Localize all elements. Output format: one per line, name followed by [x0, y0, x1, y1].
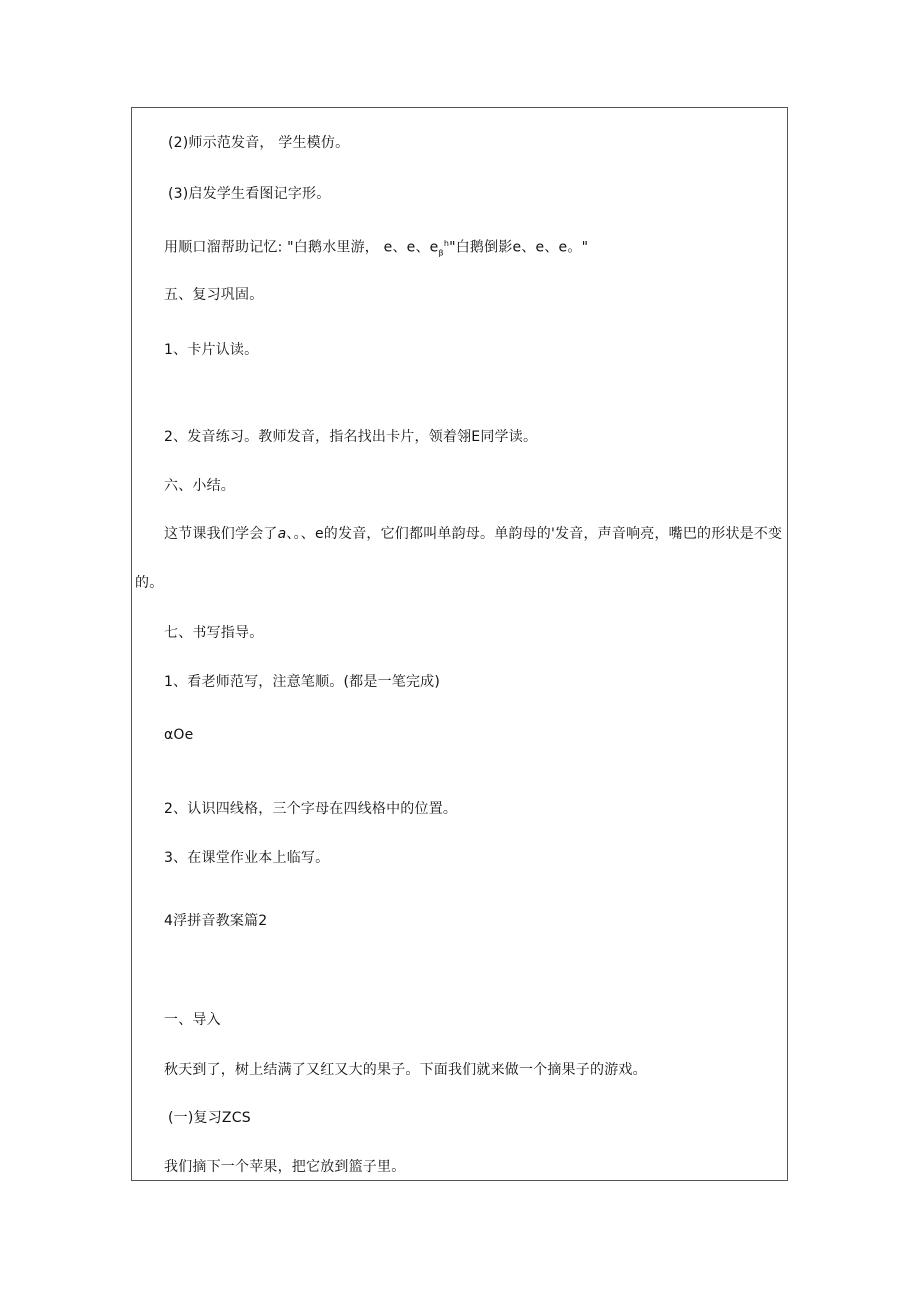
section-heading: 六、小结。: [164, 478, 235, 494]
text-line: 秋天到了，树上结满了又红又大的果子。下面我们就来做一个摘果子的游戏。: [164, 1062, 647, 1078]
section-heading: 七、书写指导。: [164, 625, 264, 641]
text-segment: a: [277, 526, 287, 542]
text-segment: 、。、e的发音，它们都叫单韵母。单韵母的'发音，声音响亮，嘴巴的形状是不变: [286, 526, 783, 542]
text-line: 1、看老师范写，注意笔顺。(都是一笔完成): [164, 674, 441, 690]
subscript-mark: β: [438, 248, 444, 258]
text-line: 我们摘下一个苹果，把它放到篮子里。: [164, 1159, 406, 1175]
text-line: (2)师示范发音， 学生模仿。: [168, 135, 350, 151]
text-line: [164, 235, 588, 262]
section-heading: 五、复习巩固。: [164, 287, 264, 303]
superscript-mark: h: [443, 239, 450, 248]
document-title: 4浮拼音教案篇2: [164, 913, 268, 929]
text-line: (一)复习ZCS: [168, 1110, 251, 1126]
text-line: 的。: [135, 575, 164, 591]
text-line: 2、发音练习。教师发音，指名找出卡片，领着翎E同学读。: [164, 429, 538, 445]
page-frame: [131, 107, 788, 1181]
text-segment: "白鹅倒影e、e、e。": [449, 239, 589, 256]
text-segment: 这节课我们学会了: [164, 526, 278, 542]
text-line: 1、卡片认读。: [164, 342, 259, 358]
text-line: (3)启发学生看图记字形。: [168, 186, 331, 202]
section-heading: 一、导入: [164, 1012, 221, 1028]
text-line: 3、在课堂作业本上临写。: [164, 850, 330, 866]
text-line: αOe: [164, 727, 194, 743]
text-line: 2、认识四线格，三个字母在四线格中的位置。: [164, 801, 458, 817]
text-segment: 用顺口溜帮助记忆: "白鹅水里游， e、e、e: [164, 239, 439, 256]
text-line: [164, 525, 782, 543]
